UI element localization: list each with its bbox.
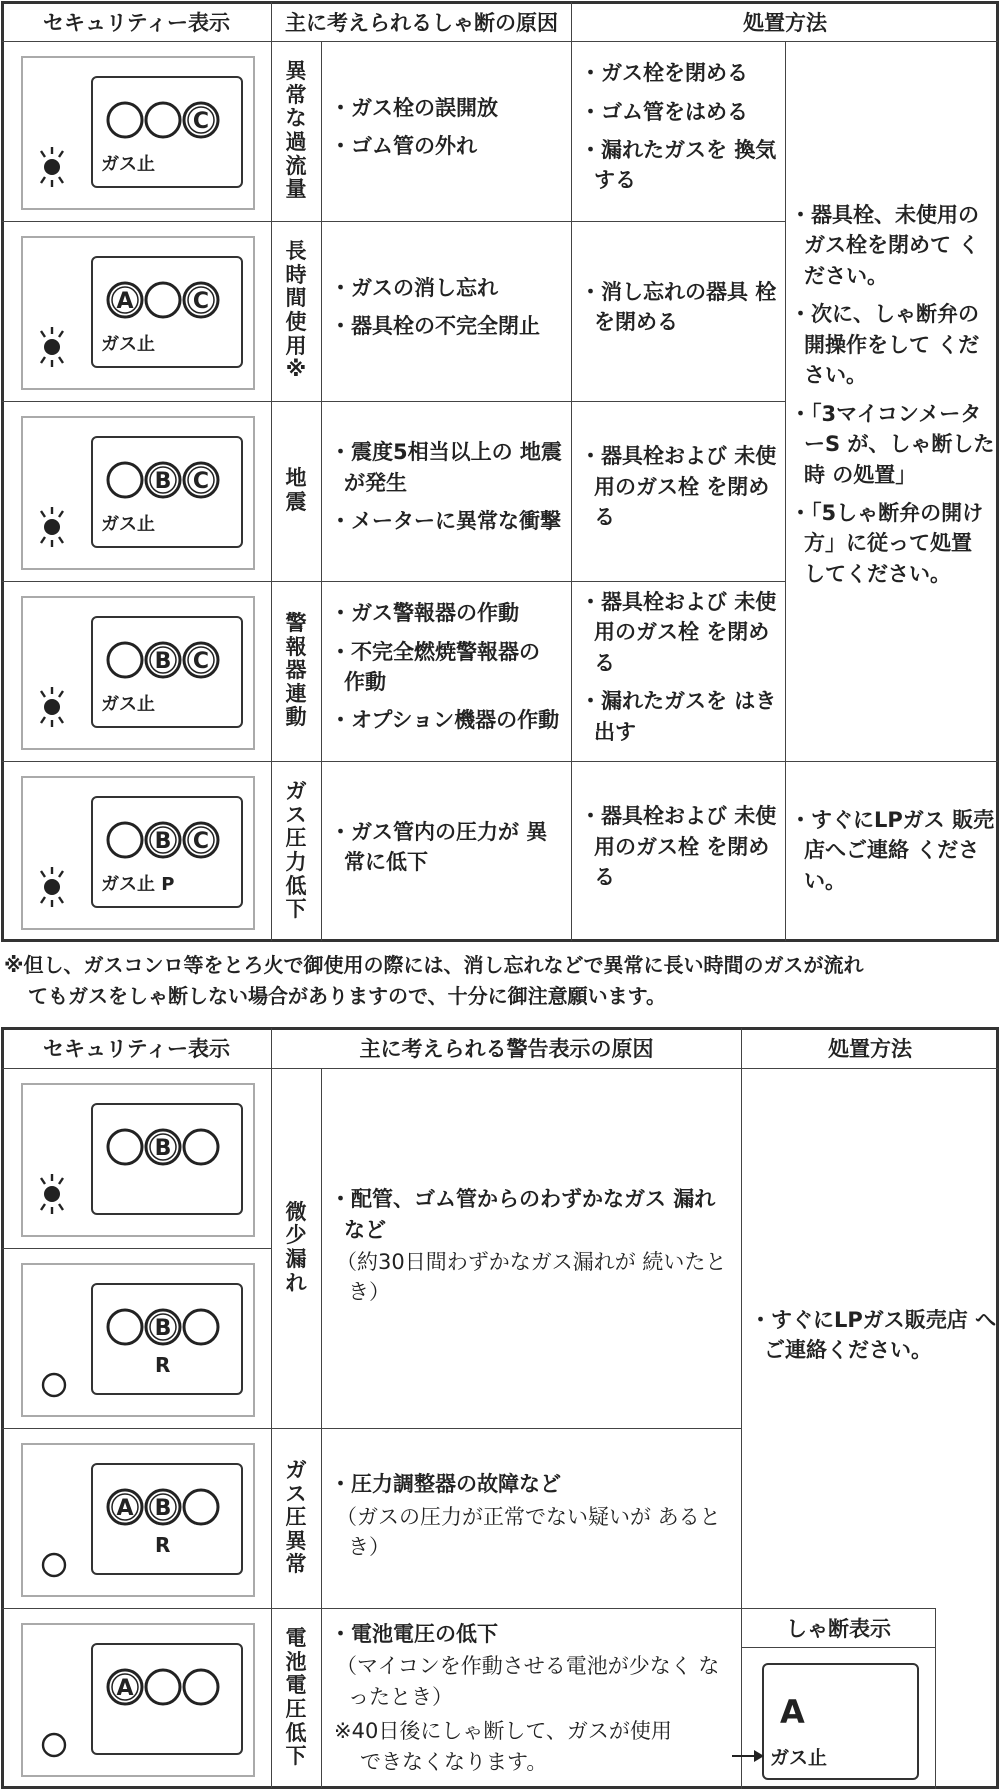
category-label: 微 少 漏 れ <box>285 1199 307 1295</box>
svg-text:B: B <box>154 1136 172 1161</box>
display-label: ガス止 <box>101 334 155 355</box>
meter-display-panel <box>91 1463 243 1575</box>
arrow-icon <box>730 1748 766 1768</box>
action-cell <box>580 761 785 941</box>
category-label: ガ ス 圧 力 低 下 <box>285 779 307 922</box>
list-item: ・ゴム管の外れ <box>330 134 477 158</box>
indicator-circles-icon <box>105 638 225 686</box>
list-item: ・器具栓および 未使用のガス栓 を閉める <box>580 444 777 530</box>
action-cell <box>580 41 785 221</box>
display-label: ガス止 P <box>101 874 175 895</box>
display-label: R <box>155 1533 171 1557</box>
shutoff-letter: A <box>780 1693 805 1731</box>
warning-cause-cell <box>330 1608 730 1788</box>
warning-note: ※40日後にしゃ断して、ガスが使用 できなくなります。 <box>334 1719 672 1774</box>
warning-cause-cell <box>330 1428 730 1608</box>
led-off-icon <box>39 1550 69 1584</box>
svg-text:B: B <box>154 829 172 854</box>
cause-cell <box>330 581 566 761</box>
list-item: ・次に、しゃ断弁の 開操作をして ください。 <box>790 302 980 388</box>
warning-cause: ・電池電圧の低下 <box>330 1621 498 1646</box>
action-cell <box>580 581 785 761</box>
divider <box>2 1248 271 1249</box>
divider <box>321 1068 322 1788</box>
warning-display-1-1 <box>21 1083 255 1237</box>
meter-display-panel <box>91 76 243 188</box>
meter-display-panel <box>91 796 243 908</box>
indicator-circles-icon <box>105 458 225 506</box>
svg-text:B: B <box>154 1496 172 1521</box>
list-item: ・メーターに異常な衝撃 <box>330 509 561 534</box>
divider <box>271 2 272 941</box>
action-cell <box>580 221 785 401</box>
list-item: ・ガスの消し忘れ <box>330 275 498 300</box>
led-off-icon <box>39 1370 69 1404</box>
divider <box>571 2 572 941</box>
cause-cell <box>330 401 566 581</box>
warning-action: ・すぐにLPガス販売店 へご連絡ください。 <box>750 1308 997 1363</box>
led-flashing-icon <box>35 146 69 192</box>
display-label: ガス止 <box>101 514 155 535</box>
list-item: ・「5しゃ断弁の開け 方」に従って処置 してください。 <box>790 500 984 586</box>
svg-text:C: C <box>192 109 210 134</box>
list-item: ・器具栓の不完全閉止 <box>330 314 540 338</box>
footnote <box>4 950 994 1012</box>
cause-cell <box>330 761 566 941</box>
security-display-4 <box>21 596 255 750</box>
svg-text:A: A <box>116 289 134 314</box>
last-row-actions <box>790 805 995 904</box>
warning-detail: （ガスの圧力が正常でない疑いが あるとき） <box>336 1504 721 1560</box>
meter-display-panel <box>91 1103 243 1215</box>
warning-cause: ・圧力調整器の故障など <box>330 1472 561 1497</box>
header-cause: 主に考えられるしゃ断の原因 <box>285 10 558 35</box>
svg-text:A: A <box>116 1676 134 1701</box>
led-flashing-icon <box>35 326 69 372</box>
indicator-circles-icon <box>105 1305 225 1353</box>
warning-display-3-1 <box>21 1623 255 1777</box>
meter-display-panel <box>91 256 243 368</box>
header-security-display: セキュリティー表示 <box>43 10 230 35</box>
header-security-display-2: セキュリティー表示 <box>43 1037 230 1061</box>
led-off-icon <box>39 1730 69 1764</box>
cause-cell <box>330 41 566 221</box>
led-flashing-icon <box>35 1173 69 1219</box>
category-label: 警 報 器 連 動 <box>285 611 307 730</box>
action-cell <box>580 401 785 581</box>
shared-actions <box>790 200 995 597</box>
display-label: ガス止 <box>101 694 155 715</box>
indicator-circles-icon <box>105 278 225 326</box>
header-warning-cause: 主に考えられる警告表示の原因 <box>359 1037 654 1061</box>
list-item: ・器具栓および 未使用のガス栓 を閉める <box>580 589 777 675</box>
list-item: ・不完全燃焼警報器の 作動 <box>330 639 540 694</box>
warning-detail: （約30日間わずかなガス漏れが 続いたとき） <box>336 1250 727 1305</box>
footnote-line-1: ※但し、ガスコンロ等をとろ火で御使用の際には、消し忘れなどで異常に長い時間のガスが流れ <box>4 953 864 977</box>
svg-text:C: C <box>192 829 210 854</box>
category-label: 電 池 電 圧 低 下 <box>285 1626 307 1769</box>
shutoff-label: ガス止 <box>770 1747 828 1769</box>
header-action: 処置方法 <box>743 10 827 35</box>
meter-display-panel <box>91 1283 243 1395</box>
svg-text:C: C <box>192 289 210 314</box>
indicator-circles-icon <box>105 1665 225 1713</box>
meter-display-panel <box>91 436 243 548</box>
divider <box>741 1647 936 1648</box>
svg-text:C: C <box>192 469 210 494</box>
list-item: ・ガス管内の圧力が 異常に低下 <box>330 819 548 874</box>
warning-cause-cell <box>330 1068 730 1428</box>
list-item: ・ゴム管をはめる <box>580 99 748 124</box>
security-display-5 <box>21 776 255 930</box>
indicator-circles-icon <box>105 818 225 866</box>
category-label: ガ ス 圧 異 常 <box>285 1458 307 1577</box>
header-action-2: 処置方法 <box>828 1037 912 1061</box>
indicator-circles-icon <box>105 1485 225 1533</box>
warning-display-1-2 <box>21 1263 255 1417</box>
list-item: ・漏れたガスを 換気する <box>580 138 777 193</box>
category-label: 地 震 <box>285 466 307 514</box>
divider <box>321 41 322 941</box>
display-label: R <box>155 1353 171 1377</box>
meter-display-panel <box>91 616 243 728</box>
divider <box>785 41 786 941</box>
shutoff-display-title: しゃ断表示 <box>786 1617 891 1641</box>
list-item: ・漏れたガスを はき出す <box>580 689 777 744</box>
security-display-1 <box>21 56 255 210</box>
led-flashing-icon <box>35 686 69 732</box>
security-display-2 <box>21 236 255 390</box>
footnote-line-2: てもガスをしゃ断しない場合がありますので、十分に御注意願います。 <box>28 984 666 1008</box>
led-flashing-icon <box>35 866 69 912</box>
display-label: ガス止 <box>101 154 155 175</box>
svg-text:B: B <box>154 1316 172 1341</box>
warning-detail: （マイコンを作動させる電池が少なく なったとき） <box>336 1654 720 1709</box>
svg-text:B: B <box>154 469 172 494</box>
svg-text:A: A <box>116 1496 134 1521</box>
led-flashing-icon <box>35 506 69 552</box>
list-item: ・オプション機器の作動 <box>330 708 560 733</box>
category-label: 異 常 な 過 流 量 <box>285 59 307 202</box>
list-item: ・器具栓、未使用の ガス栓を閉めて ください。 <box>790 203 980 288</box>
list-item: ・すぐにLPガス 販売店へご連絡 ください。 <box>790 808 995 893</box>
indicator-circles-icon <box>105 98 225 146</box>
list-item: ・器具栓および 未使用のガス栓 を閉める <box>580 804 777 890</box>
warning-display-2-1 <box>21 1443 255 1597</box>
list-item: ・「3マイコンメーターS が、しゃ断した時 の処置」 <box>790 401 995 487</box>
indicator-circles-icon <box>105 1125 225 1173</box>
warning-cause: ・配管、ゴム管からのわずかなガス 漏れなど <box>330 1187 716 1242</box>
svg-text:C: C <box>192 649 210 674</box>
list-item: ・ガス栓を閉める <box>580 61 748 86</box>
list-item: ・ガス警報器の作動 <box>330 601 519 626</box>
list-item: ・ガス栓の誤開放 <box>330 95 498 120</box>
list-item: ・震度5相当以上の 地震が発生 <box>330 440 562 495</box>
cause-cell <box>330 221 566 401</box>
security-display-3 <box>21 416 255 570</box>
meter-display-panel <box>91 1643 243 1755</box>
svg-text:B: B <box>154 649 172 674</box>
divider <box>271 1028 272 1788</box>
category-label: 長 時 間 使 用 ※ <box>285 239 307 382</box>
list-item: ・消し忘れの器具 栓を閉める <box>580 279 777 334</box>
